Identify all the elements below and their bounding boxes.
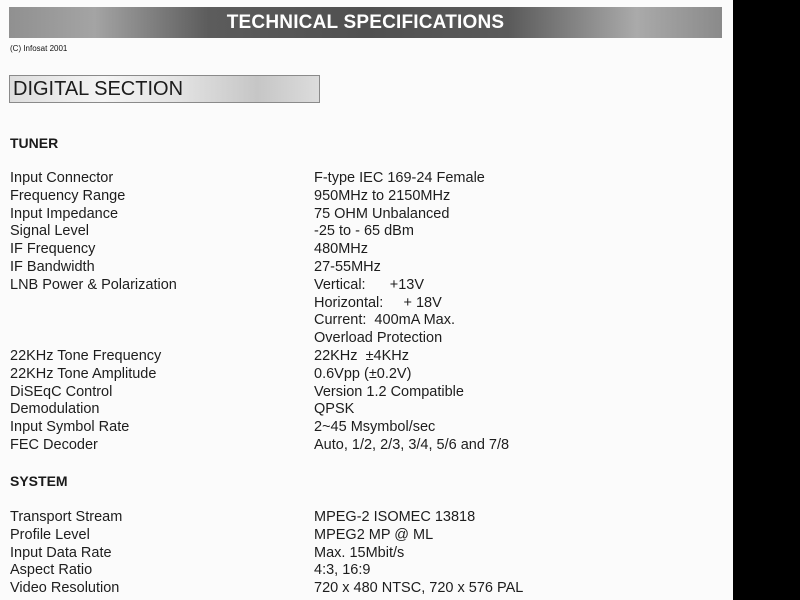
spec-row [0,347,733,365]
spec-value: 2~45 Msymbol/sec [314,419,436,436]
spec-row [0,526,733,544]
spec-value: 0.6Vpp (±0.2V) [314,365,412,382]
spec-row [0,329,733,347]
spec-value: 27-55MHz [314,259,381,275]
spec-value: -25 to - 65 dBm [314,223,414,240]
spec-row [0,311,733,329]
spec-value: 480MHz [314,241,368,258]
spec-row [0,383,733,401]
spec-row [0,294,733,312]
spec-label: FEC Decoder [10,437,98,453]
spec-label: 22KHz Tone Frequency [10,348,162,364]
spec-label: Profile Level [10,526,90,543]
spec-label: Signal Level [10,223,89,240]
spec-value: Max. 15Mbit/s [314,544,405,561]
tuner-heading: TUNER [10,135,59,151]
spec-row [0,169,733,187]
spec-row [0,205,733,223]
spec-value: 75 OHM Unbalanced [314,205,450,222]
spec-value: 4:3, 16:9 [314,562,371,579]
spec-row [0,579,733,597]
spec-row [0,258,733,276]
spec-row [0,365,733,383]
spec-row [0,240,733,258]
spec-label: Input Symbol Rate [10,419,130,436]
spec-row [0,508,733,526]
spec-row [0,561,733,579]
spec-row [0,436,733,454]
spec-value: Overload Protection [314,330,443,347]
spec-label: Frequency Range [10,187,126,204]
spec-label: IF Frequency [10,241,96,258]
spec-label: Input Connector [10,170,114,186]
section-title: DIGITAL SECTION [13,78,184,100]
spec-value: MPEG-2 ISOMEC 13818 [314,509,476,525]
spec-label: Video Resolution [10,580,120,597]
spec-row [0,222,733,240]
spec-value: 720 x 480 NTSC, 720 x 576 PAL [314,580,524,597]
spec-label: LNB Power & Polarization [10,276,177,293]
copyright-notice: (C) Infosat 2001 [10,44,68,53]
spec-value: Vertical: +13V [314,276,425,293]
spec-value: Horizontal: + 18V [314,294,442,311]
spec-label: IF Bandwidth [10,259,95,275]
spec-value: QPSK [314,401,355,418]
spec-label: Aspect Ratio [10,562,93,579]
spec-value: 22KHz ±4KHz [314,348,409,364]
spec-row [0,276,733,294]
spec-row [0,418,733,436]
spec-row [0,187,733,205]
spec-value: MPEG2 MP @ ML [314,526,434,543]
spec-label: Transport Stream [10,509,123,525]
spec-value: Version 1.2 Compatible [314,383,464,400]
spec-label: Input Impedance [10,205,119,222]
spec-label: 22KHz Tone Amplitude [10,365,157,382]
spec-label: Input Data Rate [10,544,112,561]
spec-value: Auto, 1/2, 2/3, 3/4, 5/6 and 7/8 [314,437,510,453]
spec-row [0,544,733,562]
system-heading: SYSTEM [10,473,68,489]
spec-label: DiSEqC Control [10,383,113,400]
spec-row [0,400,733,418]
section-header [9,75,320,103]
spec-value: Current: 400mA Max. [314,312,456,329]
spec-label: Demodulation [10,401,100,418]
spec-value: F-type IEC 169-24 Female [314,170,485,186]
spec-value: 950MHz to 2150MHz [314,187,451,204]
page-title: TECHNICAL SPECIFICATIONS [9,7,722,38]
